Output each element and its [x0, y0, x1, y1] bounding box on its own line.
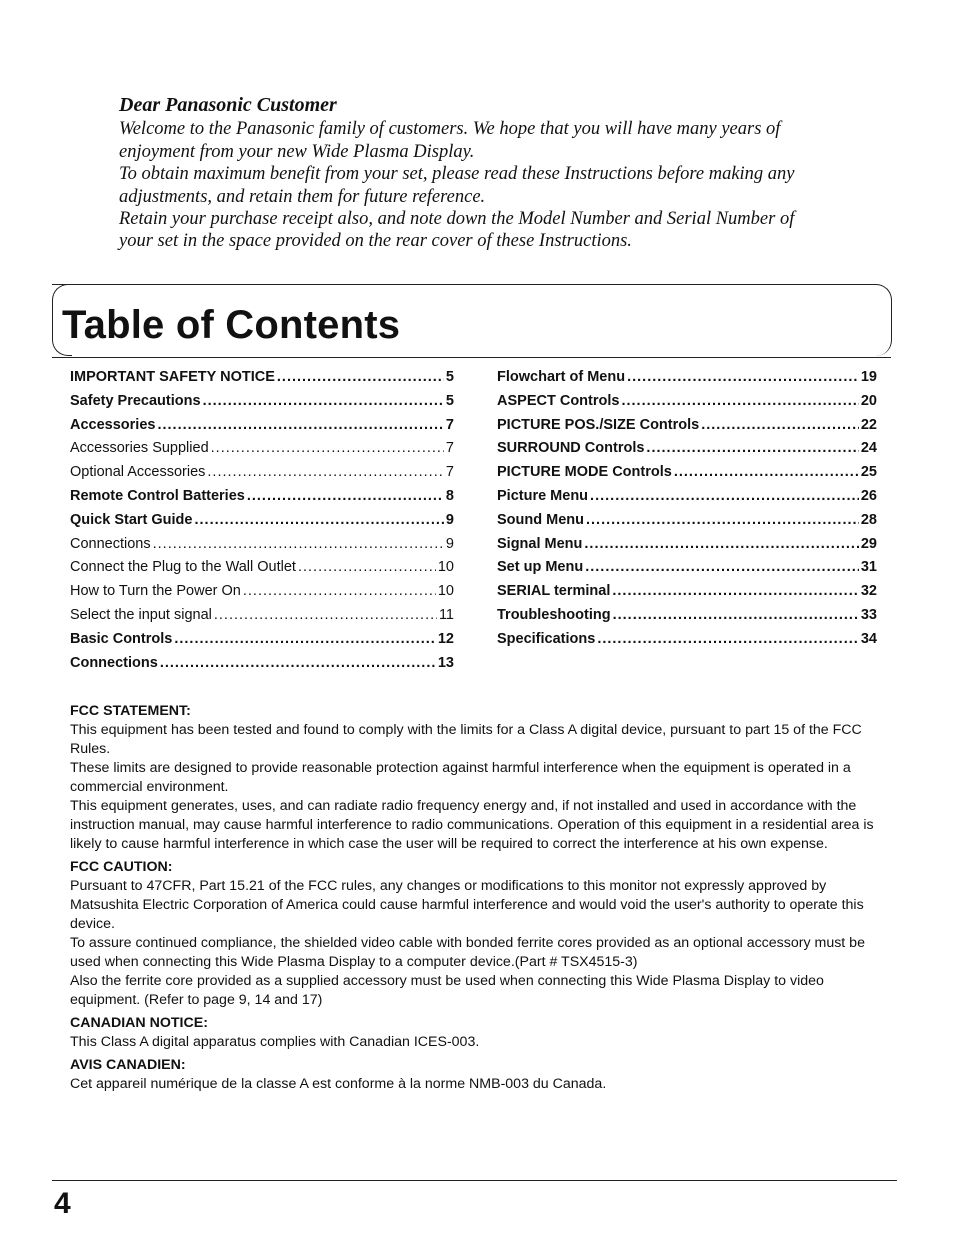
toc-entry-label: PICTURE POS./SIZE Controls	[497, 416, 700, 433]
toc-entry	[497, 464, 877, 488]
toc-entry	[70, 369, 454, 393]
toc-leader-dots	[646, 440, 858, 456]
toc-entry-label: Troubleshooting	[497, 606, 611, 623]
toc-leader-dots	[584, 536, 858, 552]
toc-entry-page: 9	[445, 535, 454, 552]
greeting-line: adjustments, and retain them for future reference.	[119, 186, 486, 207]
toc-left-column	[70, 369, 454, 678]
toc-entry	[497, 583, 877, 607]
toc-leader-dots	[627, 369, 859, 385]
toc-leader-dots	[247, 488, 444, 504]
toc-entry-label: How to Turn the Power On	[70, 583, 241, 600]
toc-entry	[497, 393, 877, 417]
toc-entry-label: ASPECT Controls	[497, 392, 620, 409]
toc-entry-label: SURROUND Controls	[497, 440, 645, 457]
footer-rule	[52, 1180, 897, 1181]
toc-entry	[70, 512, 454, 536]
toc-leader-dots	[586, 512, 859, 528]
toc-entry-label: Picture Menu	[497, 487, 589, 504]
toc-entry	[497, 631, 877, 655]
toc-entry-page: 29	[860, 535, 877, 552]
toc-leader-dots	[157, 417, 443, 433]
greeting-line: enjoyment from your new Wide Plasma Display.	[119, 141, 475, 162]
toc-entry	[70, 440, 454, 464]
greeting-line: Welcome to the Panasonic family of customers. We hope that you will have many years of	[119, 119, 781, 140]
toc-entry-page: 8	[445, 487, 454, 504]
fcc-caution-heading: FCC CAUTION:	[70, 859, 173, 875]
canadian-notice-paragraph: This Class A digital apparatus complies with Canadian ICES-003.	[70, 1034, 480, 1050]
toc-entry-label: Remote Control Batteries	[70, 487, 245, 504]
toc-entry-label: Quick Start Guide	[70, 511, 193, 528]
toc-entry-page: 19	[860, 369, 877, 385]
toc-leader-dots	[590, 488, 859, 504]
toc-entry-page: 26	[860, 487, 877, 504]
toc-entry-label: Specifications	[497, 630, 596, 647]
regulatory-notices	[70, 702, 896, 1094]
toc-entry-label: Set up Menu	[497, 559, 584, 576]
toc-leader-dots	[214, 607, 437, 623]
toc-entry-page: 10	[437, 559, 454, 576]
toc-entry-label: Signal Menu	[497, 535, 583, 552]
fcc-statement-heading: FCC STATEMENT:	[70, 703, 191, 719]
toc-entry	[497, 488, 877, 512]
fcc-statement-paragraph: These limits are designed to provide reasonable protection against harmful interference when the equipment is operated in a commercial environment.	[70, 760, 851, 795]
toc-leader-dots	[613, 607, 859, 623]
toc-entry-page: 7	[445, 440, 454, 457]
toc-leader-dots	[597, 631, 859, 647]
toc-entry-page: 9	[445, 511, 454, 528]
toc-entry	[70, 464, 454, 488]
toc-entry	[70, 655, 454, 679]
toc-entry	[70, 607, 454, 631]
toc-entry	[497, 559, 877, 583]
toc-entry-page: 11	[438, 606, 454, 623]
toc-entry	[70, 536, 454, 560]
toc-leader-dots	[674, 464, 859, 480]
frame-bottom-rule	[52, 357, 891, 358]
toc-right-column	[497, 369, 877, 655]
toc-entry	[497, 536, 877, 560]
toc-entry	[70, 393, 454, 417]
toc-entry-page: 12	[437, 630, 454, 647]
toc-entry-label: PICTURE MODE Controls	[497, 464, 672, 481]
toc-entry-label: Connections	[70, 654, 158, 671]
avis-canadien-paragraph: Cet appareil numérique de la classe A est conforme à la norme NMB-003 du Canada.	[70, 1076, 607, 1092]
toc-entry	[70, 488, 454, 512]
toc-leader-dots	[612, 583, 859, 599]
toc-entry-label: Flowchart of Menu	[497, 369, 626, 385]
toc-entry-page: 5	[445, 369, 454, 385]
toc-leader-dots	[701, 417, 859, 433]
toc-entry-label: Accessories	[70, 416, 156, 433]
greeting-title: Dear Panasonic Customer	[119, 94, 337, 116]
fcc-caution-paragraph: To assure continued compliance, the shielded video cable with bonded ferrite cores provided as an optional accessory must be used when connecting this Wide Plasma Display to a computer device.(Part # TSX4515-3)	[70, 935, 865, 970]
avis-canadien-heading: AVIS CANADIEN:	[70, 1057, 186, 1073]
toc-entry-label: Sound Menu	[497, 511, 584, 528]
toc-entry-label: IMPORTANT SAFETY NOTICE	[70, 369, 275, 385]
customer-greeting	[119, 94, 859, 253]
toc-entry	[70, 631, 454, 655]
toc-entry-label: Select the input signal	[70, 606, 212, 623]
toc-title: Table of Contents	[62, 303, 401, 347]
toc-leader-dots	[211, 440, 444, 456]
fcc-caution-paragraph: Also the ferrite core provided as a supplied accessory must be used when connecting this Wide Plasma Display to video equipment. (Refer to page 9, 14 and 17)	[70, 973, 824, 1008]
toc-entry	[497, 440, 877, 464]
toc-leader-dots	[207, 464, 444, 480]
toc-leader-dots	[243, 583, 436, 599]
toc-entry-page: 33	[860, 606, 877, 623]
toc-entry	[70, 417, 454, 441]
toc-entry-label: SERIAL terminal	[497, 583, 611, 600]
canadian-notice-heading: CANADIAN NOTICE:	[70, 1015, 208, 1031]
toc-entry-page: 10	[437, 583, 454, 600]
toc-leader-dots	[160, 655, 436, 671]
page-number: 4	[54, 1187, 71, 1220]
toc-entry-page: 25	[860, 464, 877, 481]
toc-entry-page: 5	[445, 392, 454, 409]
toc-entry-page: 20	[860, 392, 877, 409]
toc-entry-label: Accessories Supplied	[70, 440, 209, 457]
toc-entry-page: 22	[860, 416, 877, 433]
toc-entry-label: Connections	[70, 535, 151, 552]
toc-leader-dots	[153, 536, 444, 552]
toc-entry-page: 31	[860, 559, 877, 576]
toc-leader-dots	[194, 512, 443, 528]
toc-entry	[70, 583, 454, 607]
toc-entry-page: 7	[445, 416, 454, 433]
toc-entry-label: Safety Precautions	[70, 392, 201, 409]
toc-entry-label: Connect the Plug to the Wall Outlet	[70, 559, 296, 576]
toc-leader-dots	[621, 393, 858, 409]
toc-entry-page: 13	[437, 654, 454, 671]
toc-entry	[70, 559, 454, 583]
toc-leader-dots	[298, 559, 436, 575]
toc-leader-dots	[277, 369, 444, 385]
toc-entry	[497, 369, 877, 393]
toc-entry	[497, 417, 877, 441]
toc-entry	[497, 607, 877, 631]
toc-leader-dots	[174, 631, 436, 647]
toc-entry-page: 24	[860, 440, 877, 457]
toc-entry-page: 7	[445, 464, 454, 481]
fcc-statement-paragraph: This equipment has been tested and found to comply with the limits for a Class A digital device, pursuant to part 15 of the FCC Rules.	[70, 722, 862, 757]
toc-entry-label: Optional Accessories	[70, 464, 206, 481]
toc-entry-page: 28	[860, 511, 877, 528]
toc-entry-page: 32	[860, 583, 877, 600]
fcc-caution-paragraph: Pursuant to 47CFR, Part 15.21 of the FCC rules, any changes or modifications to this monitor not expressly approved by Matsushita Electric Corporation of America could cause harmful interference and would void the user's authority to operate this device.	[70, 878, 864, 932]
greeting-line: Retain your purchase receipt also, and note down the Model Number and Serial Number of	[119, 209, 795, 230]
toc-leader-dots	[203, 393, 444, 409]
toc-leader-dots	[585, 559, 859, 575]
greeting-line: your set in the space provided on the rear cover of these Instructions.	[119, 231, 632, 252]
toc-entry	[497, 512, 877, 536]
greeting-line: To obtain maximum benefit from your set, please read these Instructions before making any	[119, 164, 795, 185]
fcc-statement-paragraph: This equipment generates, uses, and can radiate radio frequency energy and, if not installed and used in accordance with the instruction manual, may cause harmful interference to radio communications. Operation of this equipment in a residential area is likely to cause harmful interference in which case the user will be required to correct the interference at his own expense.	[70, 798, 874, 852]
toc-entry-page: 34	[860, 630, 877, 647]
toc-entry-label: Basic Controls	[70, 630, 173, 647]
